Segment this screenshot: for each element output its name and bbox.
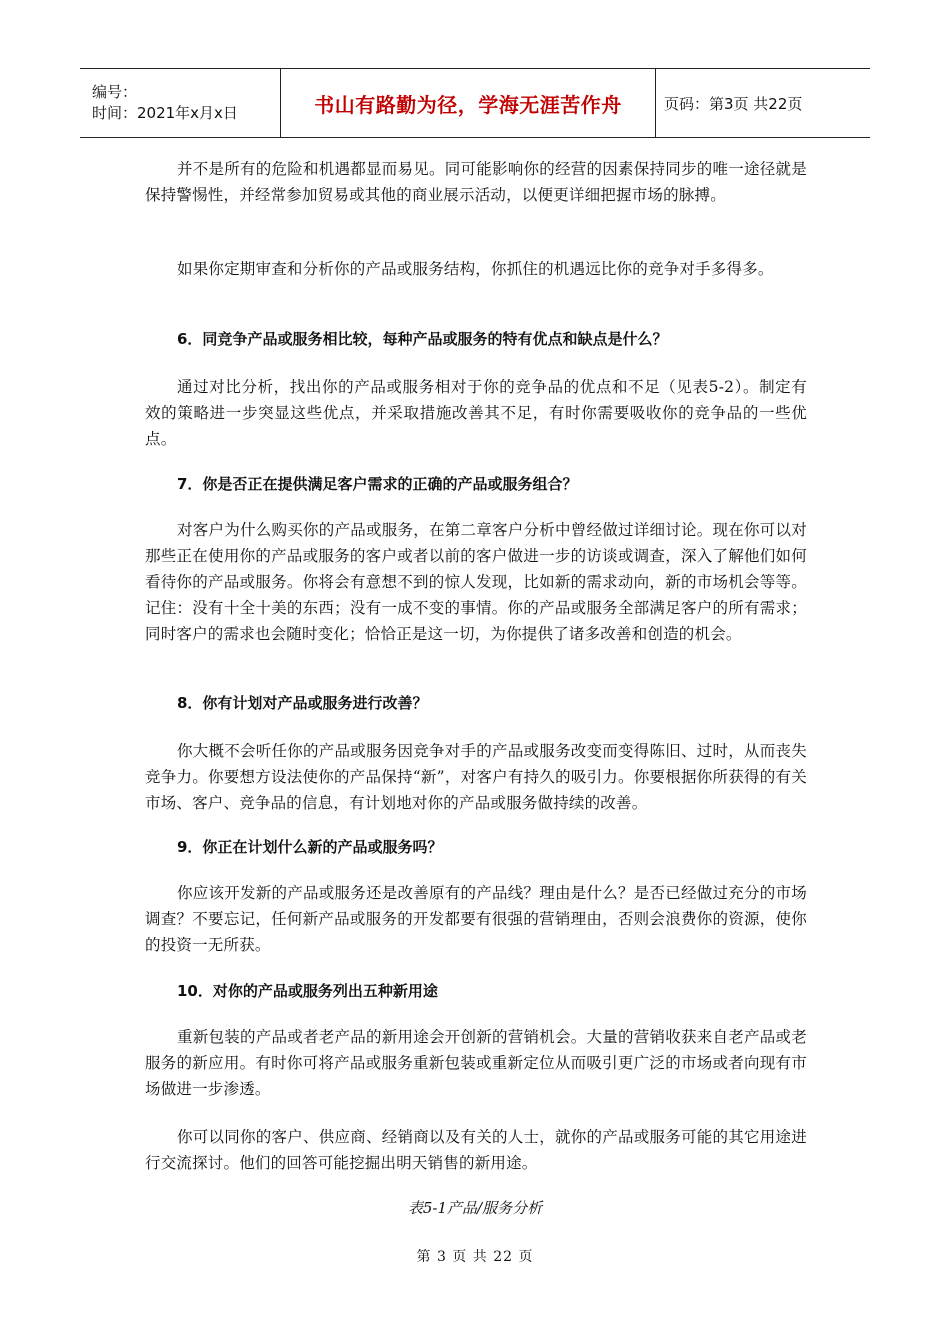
table-caption: 表5-1产品/服务分析 (407, 1199, 543, 1217)
page-header (80, 68, 870, 138)
header-motto: 书山有路勤为径，学海无涯苦作舟 (280, 69, 656, 137)
heading-6: 6．同竞争产品或服务相比较，每种产品或服务的特有优点和缺点是什么？ (177, 330, 668, 348)
page-footer: 第 3 页 共 22 页 (416, 1249, 534, 1265)
paragraph-5: 你大概不会听任你的产品或服务因竞争对手的产品或服务改变而变得陈旧、过时，从而丧失竞争力。你要想方设法使你的产品保持“新”，对客户有持久的吸引力。你要根据你所获得的有关市场、客户、竞争品的信息，有计划地对你的产品或服务做持续的改善。 (145, 742, 807, 812)
heading-8: 8．你有计划对产品或服务进行改善？ (177, 694, 428, 712)
paragraph-8: 你可以同你的客户、供应商、经销商以及有关的人士，就你的产品或服务可能的其它用途进行交流探讨。他们的回答可能挖掘出明天销售的新用途。 (145, 1128, 807, 1172)
header-page-info: 页码：第3页 共22页 (664, 94, 803, 113)
heading-7: 7．你是否正在提供满足客户需求的正确的产品或服务组合？ (177, 475, 578, 493)
paragraph-2: 如果你定期审查和分析你的产品或服务结构，你抓住的机遇远比你的竞争对手多得多。 (177, 260, 774, 278)
paragraph-7: 重新包装的产品或者老产品的新用途会开创新的营销机会。大量的营销收获来自老产品或老服务的新应用。有时你可将产品或服务重新包装或重新定位从而吸引更广泛的市场或者向现有市场做进一步渗透。 (145, 1028, 807, 1098)
paragraph-3: 通过对比分析，找出你的产品或服务相对于你的竞争品的优点和不足（见表5-2）。制定有效的策略进一步突显这些优点，并采取措施改善其不足，有时你需要吸收你的竞争品的一些优点。 (145, 378, 807, 448)
paragraph-1: 并不是所有的危险和机遇都显而易见。同可能影响你的经营的因素保持同步的唯一途径就是保持警惕性，并经常参加贸易或其他的商业展示活动，以便更详细把握市场的脉搏。 (145, 160, 807, 204)
header-time-label: 时间：2021年x月x日 (92, 104, 238, 122)
header-number-label: 编号： (92, 83, 138, 101)
header-meta (80, 69, 280, 137)
paragraph-4: 对客户为什么购买你的产品或服务，在第二章客户分析中曾经做过详细讨论。现在你可以对那些正在使用你的产品或服务的客户或者以前的客户做进一步的访谈或调查，深入了解他们如何看待你的产品或服务。你将会有意想不到的惊人发现，比如新的需求动向，新的市场机会等等。记住：没有十全十美的东西；没有一成不变的事情。你的产品或服务全部满足客户的所有需求；同时客户的需求也会随时变化；恰恰正是这一切，为你提供了诸多改善和创造的机会。 (145, 521, 807, 643)
heading-9: 9．你正在计划什么新的产品或服务吗？ (177, 838, 443, 856)
paragraph-6: 你应该开发新的产品或服务还是改善原有的产品线？理由是什么？是否已经做过充分的市场调查？不要忘记，任何新产品或服务的开发都要有很强的营销理由，否则会浪费你的资源，使你的投资一无所获。 (145, 884, 807, 954)
heading-10: 10．对你的产品或服务列出五种新用途 (177, 982, 438, 1000)
